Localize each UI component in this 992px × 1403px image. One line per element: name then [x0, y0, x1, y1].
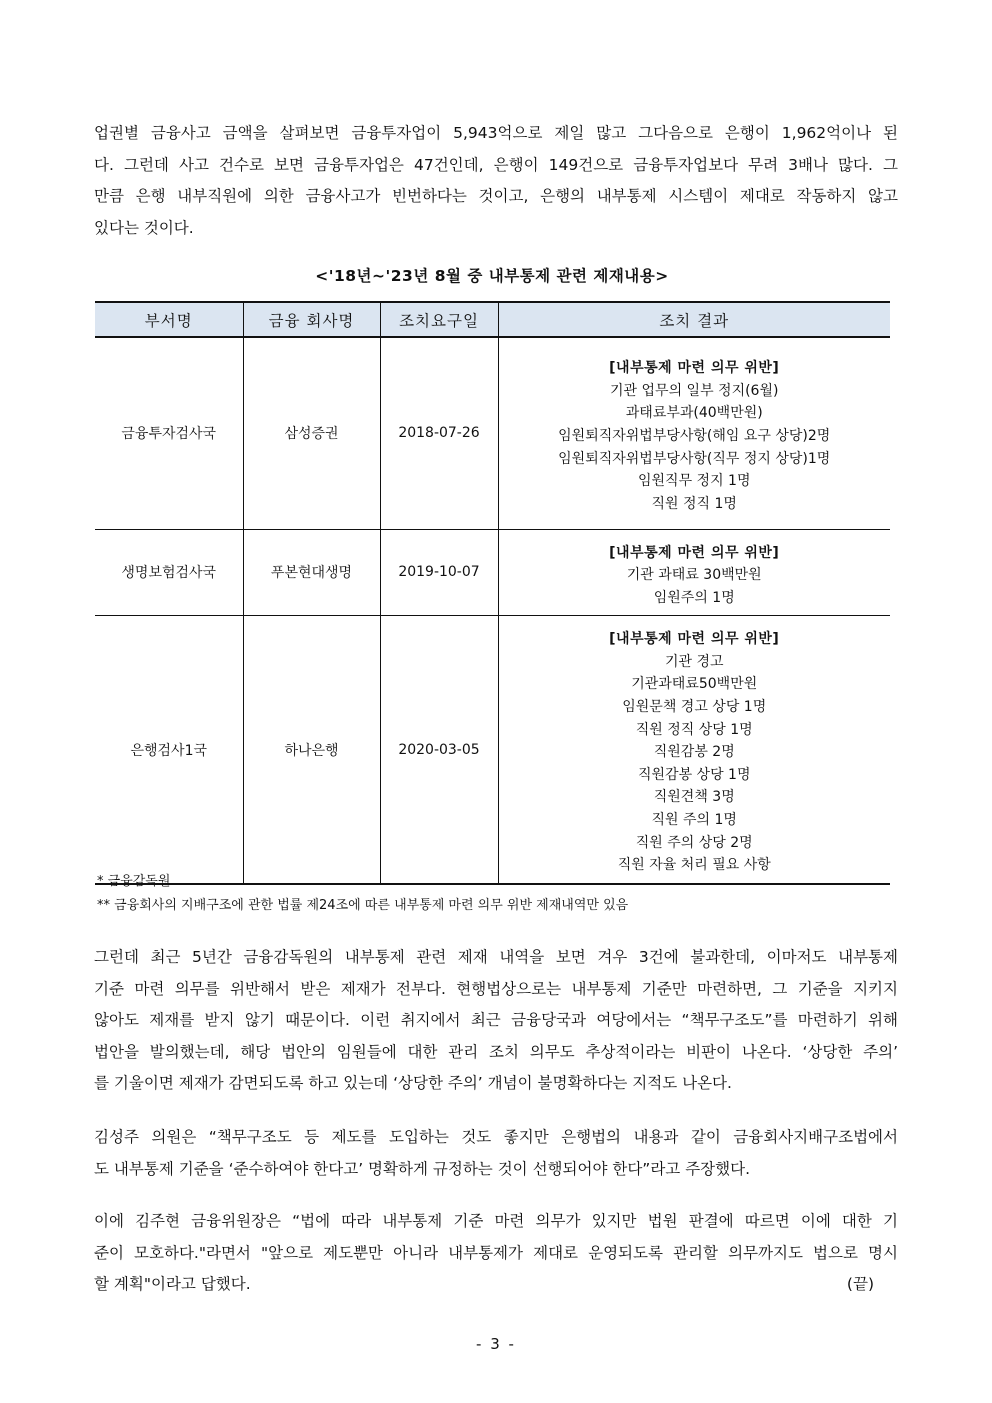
cell-company: 푸본현대생명: [243, 529, 380, 616]
text-line: 다. 그런데 사고 건수로 보면 금융투자업은 47건인데, 은행이 149건으로 금융투자업보다 무려 3배나 많다. 그: [94, 155, 898, 174]
cell-department: 생명보험검사국: [95, 529, 243, 616]
table-header-row: [95, 302, 890, 337]
result-heading: [내부통제 마련 의무 위반]: [609, 544, 780, 561]
text-line: 있다는 것이다.: [94, 218, 194, 237]
text-line: 이에 김주현 금융위원장은 “법에 따라 내부통제 기준 마련 의무가 있지만 법원 판결에 따르면 이에 대한 기: [94, 1212, 898, 1230]
cell-date: 2020-03-05: [380, 616, 498, 884]
result-item: 직원 정직 상당 1명: [635, 721, 753, 738]
result-item: 직원 주의 상당 2명: [635, 834, 753, 851]
table-footnote: ** 금융회사의 지배구조에 관한 법률 제24조에 따른 내부통제 마련 의무 위반 제재내역만 있음: [97, 898, 629, 913]
text-line: 김성주 의원은 “책무구조도 등 제도를 도입하는 것도 좋지만 은행법의 내용과 같이 금융회사지배구조법에서: [94, 1128, 898, 1146]
cell-result: [498, 616, 890, 884]
result-item: 기관 업무의 일부 정지(6월): [610, 382, 779, 399]
result-item: 직원 주의 1명: [651, 812, 737, 829]
cell-company: 하나은행: [243, 616, 380, 884]
sanction-table: [95, 301, 890, 885]
result-item: 임원주의 1명: [653, 589, 735, 606]
cell-result: [498, 337, 890, 529]
text-line: 할 계획"이라고 답했다.: [94, 1275, 251, 1293]
text-line: 만큼 은행 내부직원에 의한 금융사고가 빈번하다는 것이고, 은행의 내부통제 시스템이 제대로 작동하지 않고: [94, 187, 898, 205]
result-item: 과태료부과(40백만원): [625, 405, 763, 422]
result-item: 직원견책 3명: [653, 789, 735, 806]
text-line: 를 기울이면 제재가 감면되도록 하고 있는데 ‘상당한 주의’ 개념이 불명확하다는 지적도 나온다.: [94, 1074, 732, 1092]
text-line: 준이 모호하다."라면서 "앞으로 제도뿐만 아니라 내부통제가 제대로 운영되도록 관리할 의무까지도 법으로 명시: [94, 1243, 898, 1262]
header-date: 조치요구일: [380, 302, 498, 337]
result-item: 임원퇴직자위법부당사항(해임 요구 상당)2명: [558, 427, 831, 444]
table-row: [95, 529, 890, 616]
cell-department: 금융투자검사국: [95, 337, 243, 529]
paragraph-lawmaker-claim: [94, 1122, 898, 1185]
result-heading: [내부통제 마련 의무 위반]: [609, 631, 780, 648]
end-mark: (끝): [846, 1275, 874, 1293]
result-item: 직원 정직 1명: [651, 495, 737, 512]
page-number: - 3 -: [476, 1335, 516, 1353]
paragraph-sanctions: [94, 942, 898, 1100]
result-item: 직원감봉 상당 1명: [638, 766, 751, 783]
result-item: 기관 경고: [664, 653, 724, 670]
text-line: 않아도 제재를 받지 않기 때문이다. 이런 취지에서 최근 금융당국과 여당에서는 “책무구조도”를 마련하기 위해: [94, 1011, 898, 1029]
result-item: 임원퇴직자위법부당사항(직무 정지 상당)1명: [558, 450, 831, 467]
paragraph-fsc-answer: [94, 1206, 898, 1301]
cell-company: 삼성증권: [243, 337, 380, 529]
cell-date: 2019-10-07: [380, 529, 498, 616]
header-result: 조치 결과: [498, 302, 890, 337]
text-line-final: [94, 1269, 898, 1301]
result-heading: [내부통제 마련 의무 위반]: [609, 360, 780, 377]
header-company: 금융 회사명: [243, 302, 380, 337]
result-item: 직원 자율 처리 필요 사항: [617, 857, 771, 874]
result-item: 직원감봉 2명: [653, 744, 735, 761]
result-item: 기관 과태료 30백만원: [626, 567, 762, 584]
text-line: 기준 마련 의무를 위반해서 받은 제재가 전부다. 현행법상으로는 내부통제 기준만 마련하면, 그 기준을 지키지: [94, 979, 898, 998]
header-department: 부서명: [95, 302, 243, 337]
paragraph-intro: [94, 118, 898, 244]
cell-result: [498, 529, 890, 616]
table-title: <'18년~'23년 8월 중 내부통제 관련 제재내용>: [315, 267, 669, 285]
text-line: 도 내부통제 기준을 ‘준수하여야 한다고’ 명확하게 규정하는 것이 선행되어야 한다”라고 주장했다.: [94, 1159, 751, 1178]
result-item: 임원문책 경고 상당 1명: [622, 699, 767, 716]
text-line: 그런데 최근 5년간 금융감독원의 내부통제 관련 제재 내역을 보면 겨우 3건에 불과한데, 이마저도 내부통제: [94, 948, 898, 966]
cell-department: 은행검사1국: [95, 616, 243, 884]
cell-date: 2018-07-26: [380, 337, 498, 529]
result-item: 기관과태료50백만원: [631, 676, 758, 693]
text-line: 법안을 발의했는데, 해당 법안의 임원들에 대한 관리 조치 의무도 추상적이라는 비판이 나온다. ‘상당한 주의’: [94, 1042, 898, 1061]
table-source-note: * 금융감독원: [97, 874, 171, 889]
table-row: [95, 337, 890, 529]
table-row: [95, 616, 890, 884]
result-item: 임원직무 정지 1명: [638, 473, 751, 490]
text-line: 업권별 금융사고 금액을 살펴보면 금융투자업이 5,943억으로 제일 많고 그다음으로 은행이 1,962억이나 된: [94, 124, 898, 142]
